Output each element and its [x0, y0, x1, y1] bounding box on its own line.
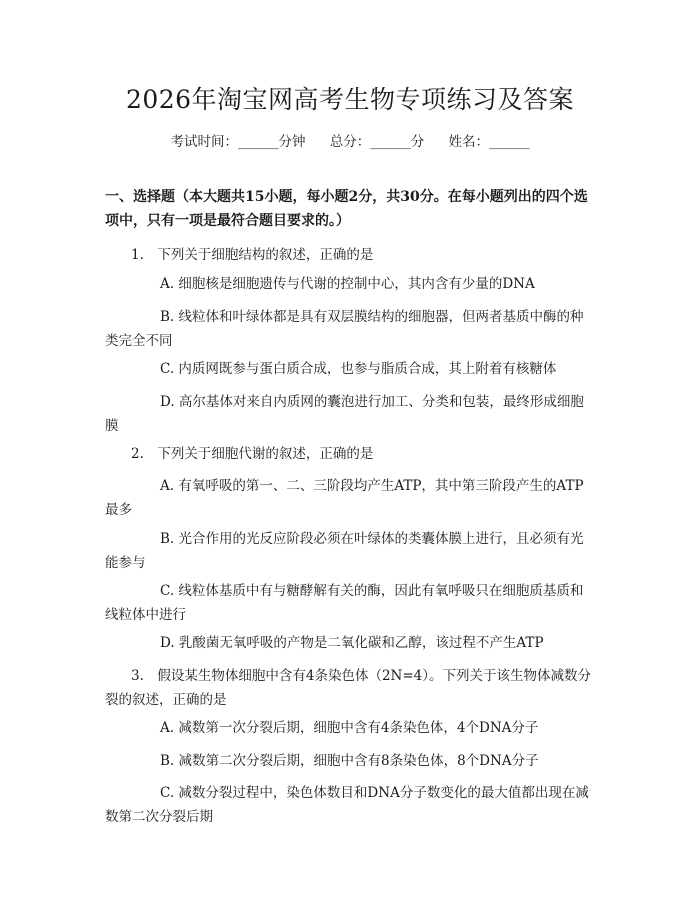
question-2-stem: 2. 下列关于细胞代谢的叙述，正确的是	[131, 446, 374, 462]
question-1-option-d: D. 高尔基体对来自内质网的囊泡进行加工、分类和包装，最终形成细胞膜	[105, 394, 584, 434]
question-2-option-c: C. 线粒体基质中有与糖酵解有关的酶，因此有氧呼吸只在细胞质基质和线粒体中进行	[105, 583, 584, 623]
exam-time-field: 考试时间：______分钟	[170, 134, 306, 150]
question-3-option-b: B. 减数第二次分裂后期，细胞中含有8条染色体，8个DNA分子	[160, 753, 539, 769]
question-1-stem: 1. 下列关于细胞结构的叙述，正确的是	[131, 247, 374, 263]
page-title: 2026年淘宝网高考生物专项练习及答案	[125, 85, 575, 114]
exam-meta	[0, 130, 700, 150]
question-3-option-a: A. 减数第一次分裂后期，细胞中含有4条染色体，4个DNA分子	[160, 720, 539, 736]
question-1-option-b: B. 线粒体和叶绿体都是具有双层膜结构的细胞器，但两者基质中酶的种类完全不同	[105, 309, 584, 349]
question-3-stem: 3. 假设某生物体细胞中含有4条染色体（2N=4）。下列关于该生物体减数分裂的叙述，正确的是	[105, 668, 592, 708]
question-1-option-c: C. 内质网既参与蛋白质合成，也参与脂质合成，其上附着有核糖体	[160, 361, 557, 377]
question-2-option-a: A. 有氧呼吸的第一、二、三阶段均产生ATP，其中第三阶段产生的ATP最多	[105, 478, 584, 518]
section-heading: 一、选择题（本大题共15小题，每小题2分，共30分。在每小题列出的四个选项中，只有一项是最符合题目要求的。）	[105, 189, 588, 229]
student-name-field: 姓名：______	[448, 134, 530, 150]
question-3-option-c: C. 减数分裂过程中，染色体数目和DNA分子数变化的最大值都出现在减数第二次分裂后期	[105, 785, 589, 825]
question-2-option-b: B. 光合作用的光反应阶段必须在叶绿体的类囊体膜上进行，且必须有光能参与	[105, 531, 584, 571]
question-1-option-a: A. 细胞核是细胞遗传与代谢的控制中心，其内含有少量的DNA	[160, 276, 535, 292]
total-score-field: 总分：______分	[329, 134, 425, 150]
question-2-option-d: D. 乳酸菌无氧呼吸的产物是二氧化碳和乙醇，该过程不产生ATP	[160, 635, 544, 651]
